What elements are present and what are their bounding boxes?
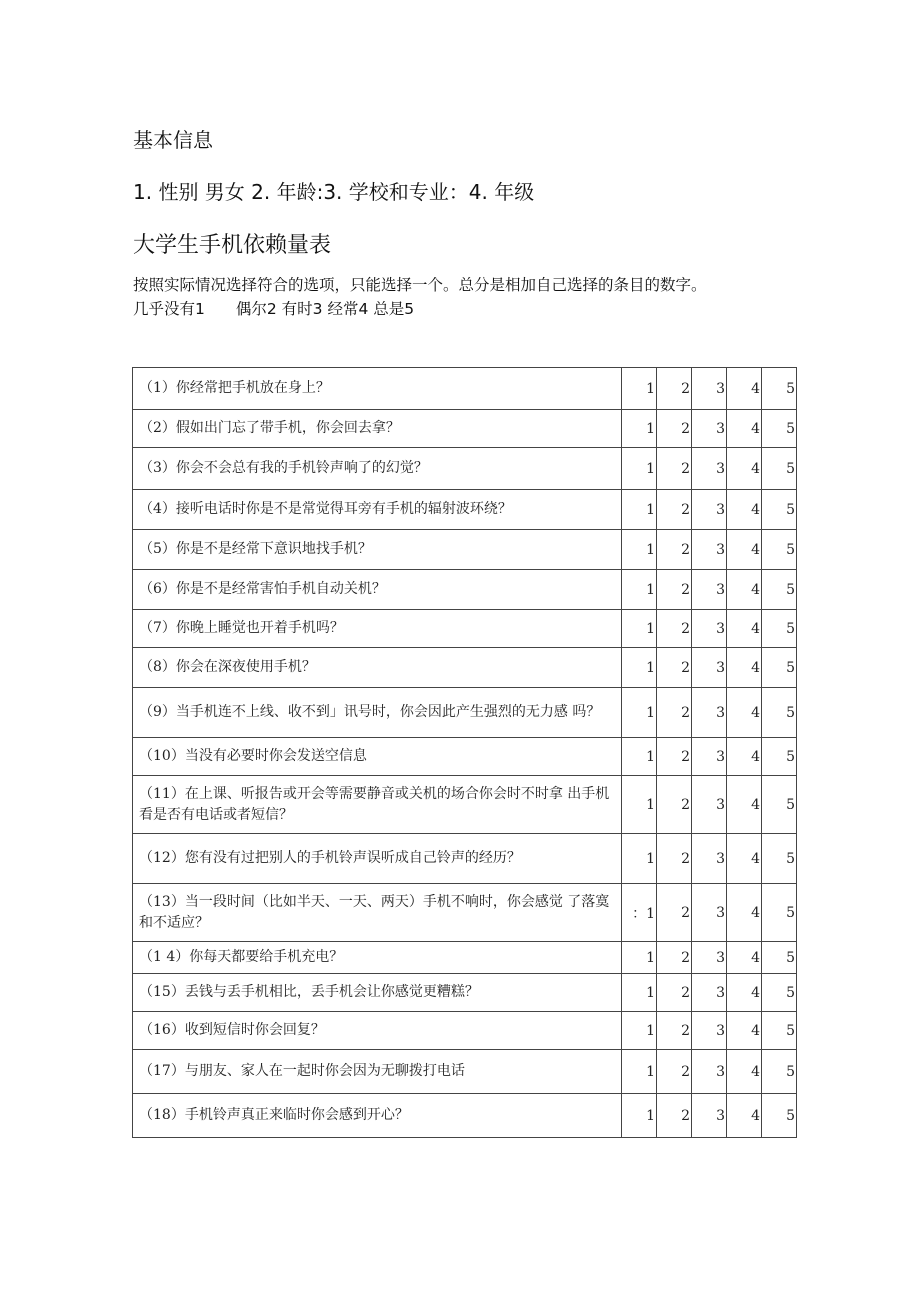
rating-option-5[interactable]: 5 [762,884,797,942]
rating-option-4[interactable]: 4 [727,448,762,490]
rating-option-5[interactable]: 5 [762,688,797,738]
rating-option-4[interactable]: 4 [727,570,762,610]
rating-option-5[interactable]: 5 [762,1050,797,1094]
question-row [133,776,797,834]
rating-option-2[interactable]: 2 [657,448,692,490]
rating-option-4[interactable]: 4 [727,688,762,738]
rating-option-3[interactable]: 3 [692,1050,727,1094]
rating-option-1[interactable]: 1 [622,1050,657,1094]
rating-option-3[interactable]: 3 [692,738,727,776]
question-text: （18）手机铃声真正来临时你会感到开心？ [133,1094,622,1138]
rating-option-4[interactable]: 4 [727,884,762,942]
rating-option-1[interactable]: 1 [622,1094,657,1138]
question-row [133,410,797,448]
rating-option-3[interactable]: 3 [692,648,727,688]
rating-option-5[interactable]: 5 [762,490,797,530]
rating-option-2[interactable]: 2 [657,648,692,688]
rating-option-1[interactable]: 1 [622,1012,657,1050]
rating-option-1[interactable]: 1 [622,490,657,530]
question-text: （17）与朋友、家人在一起时你会因为无聊拨打电话 [133,1050,622,1094]
rating-option-2[interactable]: 2 [657,776,692,834]
rating-option-4[interactable]: 4 [727,530,762,570]
questionnaire-body [133,368,797,1138]
rating-option-1[interactable]: 1 [622,974,657,1012]
rating-option-3[interactable]: 3 [692,834,727,884]
scale-title: 大学生手机依赖量表 [133,233,332,258]
question-row [133,448,797,490]
rating-option-4[interactable]: 4 [727,1094,762,1138]
question-text: （13）当一段时间（比如半天、一天、两天）手机不响时，你会感觉 了落寞和不适应？ [133,884,622,942]
question-row [133,688,797,738]
question-row [133,1094,797,1138]
question-row [133,738,797,776]
question-row [133,610,797,648]
rating-option-3[interactable]: 3 [692,688,727,738]
rating-option-2[interactable]: 2 [657,530,692,570]
rating-option-2[interactable]: 2 [657,942,692,974]
rating-option-4[interactable]: 4 [727,942,762,974]
question-text: （6）你是不是经常害怕手机自动关机？ [133,570,622,610]
rating-option-5[interactable]: 5 [762,570,797,610]
question-text: （3）你会不会总有我的手机铃声响了的幻觉？ [133,448,622,490]
question-row [133,648,797,688]
question-row [133,530,797,570]
rating-option-5[interactable]: 5 [762,834,797,884]
question-text: （1）你经常把手机放在身上？ [133,368,622,410]
rating-option-4[interactable]: 4 [727,738,762,776]
rating-option-2[interactable]: 2 [657,738,692,776]
question-text: （12）您有没有过把别人的手机铃声误听成自己铃声的经历？ [133,834,622,884]
rating-option-5[interactable]: 5 [762,1094,797,1138]
rating-option-3[interactable]: 3 [692,570,727,610]
rating-option-3[interactable]: 3 [692,776,727,834]
rating-option-5[interactable]: 5 [762,368,797,410]
rating-option-2[interactable]: 2 [657,688,692,738]
rating-option-1[interactable]: 1 [622,448,657,490]
rating-option-1[interactable]: 1 [622,738,657,776]
basic-info-heading: 基本信息 [133,128,213,152]
rating-option-2[interactable]: 2 [657,884,692,942]
question-text: （11）在上课、听报告或开会等需要静音或关机的场合你会时不时拿 出手机看是否有电话或者短信？ [133,776,622,834]
rating-option-3[interactable]: 3 [692,368,727,410]
rating-option-2[interactable]: 2 [657,570,692,610]
rating-option-4[interactable]: 4 [727,974,762,1012]
question-row [133,974,797,1012]
question-text: （16）收到短信时你会回复？ [133,1012,622,1050]
question-text: （7）你晚上睡觉也开着手机吗？ [133,610,622,648]
rating-option-4[interactable]: 4 [727,1012,762,1050]
rating-option-1[interactable]: 1 [622,834,657,884]
question-text: （4）接听电话时你是不是常觉得耳旁有手机的辐射波环绕？ [133,490,622,530]
rating-option-3[interactable]: 3 [692,490,727,530]
question-text: （8）你会在深夜使用手机？ [133,648,622,688]
rating-option-4[interactable]: 4 [727,1050,762,1094]
question-row [133,1012,797,1050]
question-row [133,834,797,884]
rating-option-2[interactable]: 2 [657,368,692,410]
rating-option-2[interactable]: 2 [657,610,692,648]
rating-option-4[interactable]: 4 [727,834,762,884]
rating-option-3[interactable]: 3 [692,530,727,570]
rating-option-1[interactable]: 1 [622,648,657,688]
question-text: （9）当手机连不上线、收不到」讯号时，你会因此产生强烈的无力感 吗？ [133,688,622,738]
rating-option-5[interactable]: 5 [762,738,797,776]
rating-option-1[interactable]: 1 [622,410,657,448]
question-text: （15）丢钱与丢手机相比，丢手机会让你感觉更糟糕？ [133,974,622,1012]
rating-option-1[interactable]: 1 [622,530,657,570]
rating-option-2[interactable]: 2 [657,974,692,1012]
rating-option-5[interactable]: 5 [762,974,797,1012]
question-text: （5）你是不是经常下意识地找手机？ [133,530,622,570]
rating-option-1[interactable]: ：1 [622,884,657,942]
question-row [133,570,797,610]
rating-option-5[interactable]: 5 [762,1012,797,1050]
question-row [133,490,797,530]
rating-option-4[interactable]: 4 [727,648,762,688]
rating-option-2[interactable]: 2 [657,410,692,448]
rating-option-3[interactable]: 3 [692,610,727,648]
rating-option-3[interactable]: 3 [692,974,727,1012]
rating-option-5[interactable]: 5 [762,530,797,570]
rating-option-4[interactable]: 4 [727,368,762,410]
document-page [133,120,813,322]
question-row [133,368,797,410]
rating-option-2[interactable]: 2 [657,1050,692,1094]
rating-option-5[interactable]: 5 [762,942,797,974]
rating-option-1[interactable]: 1 [622,368,657,410]
rating-option-4[interactable]: 4 [727,610,762,648]
rating-option-5[interactable]: 5 [762,776,797,834]
question-text: （2）假如出门忘了带手机，你会回去拿？ [133,410,622,448]
rating-option-5[interactable]: 5 [762,410,797,448]
rating-option-2[interactable]: 2 [657,834,692,884]
question-text: （1 4）你每天都要给手机充电？ [133,942,622,974]
basic-info-fields: 1. 性别 男女 2. 年龄:3. 学校和专业：4. 年级 [133,180,535,204]
rating-option-3[interactable]: 3 [692,942,727,974]
rating-option-2[interactable]: 2 [657,1094,692,1138]
rating-option-2[interactable]: 2 [657,490,692,530]
question-row [133,884,797,942]
rating-option-1[interactable]: 1 [622,610,657,648]
rating-option-4[interactable]: 4 [727,776,762,834]
rating-option-4[interactable]: 4 [727,490,762,530]
question-row [133,942,797,974]
scale-legend: 几乎没有1 偶尔2 有时3 经常4 总是5 [133,300,415,318]
rating-option-1[interactable]: 1 [622,570,657,610]
rating-option-3[interactable]: 3 [692,1012,727,1050]
rating-option-4[interactable]: 4 [727,410,762,448]
rating-option-5[interactable]: 5 [762,648,797,688]
rating-option-3[interactable]: 3 [692,1094,727,1138]
rating-option-1[interactable]: 1 [622,776,657,834]
question-text: （10）当没有必要时你会发送空信息 [133,738,622,776]
questionnaire-table [132,367,797,1138]
rating-option-3[interactable]: 3 [692,448,727,490]
rating-option-1[interactable]: 1 [622,942,657,974]
rating-option-3[interactable]: 3 [692,884,727,942]
rating-option-2[interactable]: 2 [657,1012,692,1050]
rating-option-5[interactable]: 5 [762,610,797,648]
rating-option-1[interactable]: 1 [622,688,657,738]
rating-option-5[interactable]: 5 [762,448,797,490]
scale-instruction: 按照实际情况选择符合的选项，只能选择一个。总分是相加自己选择的条目的数字。 [133,276,707,294]
rating-option-3[interactable]: 3 [692,410,727,448]
question-row [133,1050,797,1094]
